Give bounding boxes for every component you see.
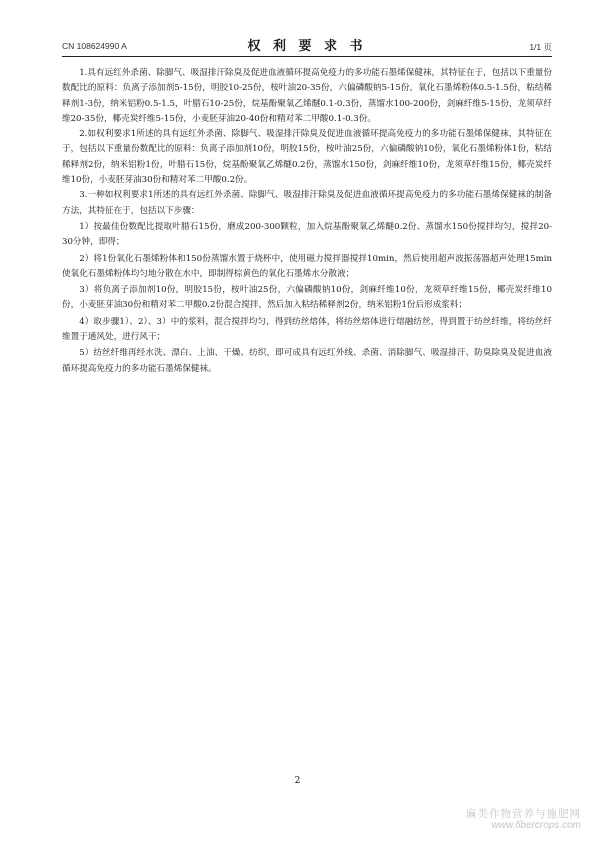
step-5: 5）纺丝纤维再经水洗、漂白、上油、干燥、纺织，即可成具有远红外线、杀菌、消除脚气、吸湿排汗、防臭除臭及促进血液循环提高免疫力的多功能石墨烯保健袜。 (62, 348, 552, 374)
claim-3: 3.一种如权利要求1所述的具有远红外杀菌、除脚气、吸湿排汗除臭及促进血液循环提高免疫力的多功能石墨烯保健袜的制备方法，其特征在于，包括以下步骤： (62, 190, 552, 216)
page-number: 2 (294, 776, 301, 786)
document-title: 权 利 要 求 书 (247, 39, 367, 54)
step-3: 3）将负离子添加剂10份，明胶15份，桉叶油25份，六偏磷酸钠10份，剑麻纤维10份，龙须草纤维15份，椰壳炭纤维10份，小麦胚芽油30份和精对苯二甲酸0.2份混合搅拌，然后加入粘结稀释剂2份，纳米铝粉1份后形成浆料； (62, 285, 552, 311)
publication-number: CN 108624990 A (62, 41, 127, 51)
claim-1: 1.具有远红外杀菌、除脚气、吸湿排汗除臭及促进血液循环提高免疫力的多功能石墨烯保健袜，其特征在于，包括以下重量份数配比的原料：负离子添加剂5-15份，明胶10-25份，桉叶油20-35份，六偏磷酸钠5-15份，氧化石墨烯粉体0.5-1.5份，粘结稀释剂1-3份，纳米铝粉0.5-1.5，叶腊石10-25份，烷基酚聚氧乙烯醚0.1-0.3份，蒸馏水100-200份，剑麻纤维5-15份，龙须草纤维20-35份，椰壳炭纤维5-15份，小麦胚芽油20-40份和精对苯二甲酸0.1-0.3份。 (62, 68, 552, 124)
step-1: 1）按最佳份数配比提取叶腊石15份，磨成200-300颗粒，加入烷基酚聚氧乙烯醚0.2份、蒸馏水150份搅拌均匀，搅拌20-30分钟，即得； (62, 221, 552, 248)
page-info: 1/1 页 (529, 42, 552, 52)
claims-body (62, 66, 552, 377)
document-header (62, 34, 552, 57)
step-4: 4）取步骤1）、2）、3）中的浆料，混合搅拌均匀，得到纺丝熔体，将纺丝熔体进行熔融纺丝，得到置于纺丝纤维，将纺丝纤维置于通风处，进行风干； (62, 316, 552, 343)
claim-2: 2.如权利要求1所述的具有远红外杀菌、除脚气、吸湿排汗除臭及促进血液循环提高免疫力的多功能石墨烯保健袜，其特征在于，包括以下重量份数配比的原料：负离子添加剂10份，明胶15份，桉叶油25份，六偏磷酸钠10份，氧化石墨烯粉体1份，粘结稀释剂2份，纳米铝粉1份，叶腊石15份，烷基酚聚氧乙烯醚0.2份，蒸馏水150份，剑麻纤维10份，龙须草纤维15份，椰壳炭纤维10份，小麦胚芽油30份和精对苯二甲酸0.2份。 (62, 129, 552, 186)
watermark-url: www.fibercrops.com (491, 820, 581, 831)
site-watermark (466, 808, 581, 832)
step-2: 2）将1份氧化石墨烯粉体和150份蒸馏水置于烧杯中，使用磁力搅拌器搅拌10min，然后使用超声波振荡器超声处理15min使氧化石墨烯粉体均匀地分散在水中，即制得棕黄色的氧化石墨烯水分散液； (62, 253, 552, 279)
watermark-name: 麻类作物营养与施肥网 (466, 808, 581, 820)
